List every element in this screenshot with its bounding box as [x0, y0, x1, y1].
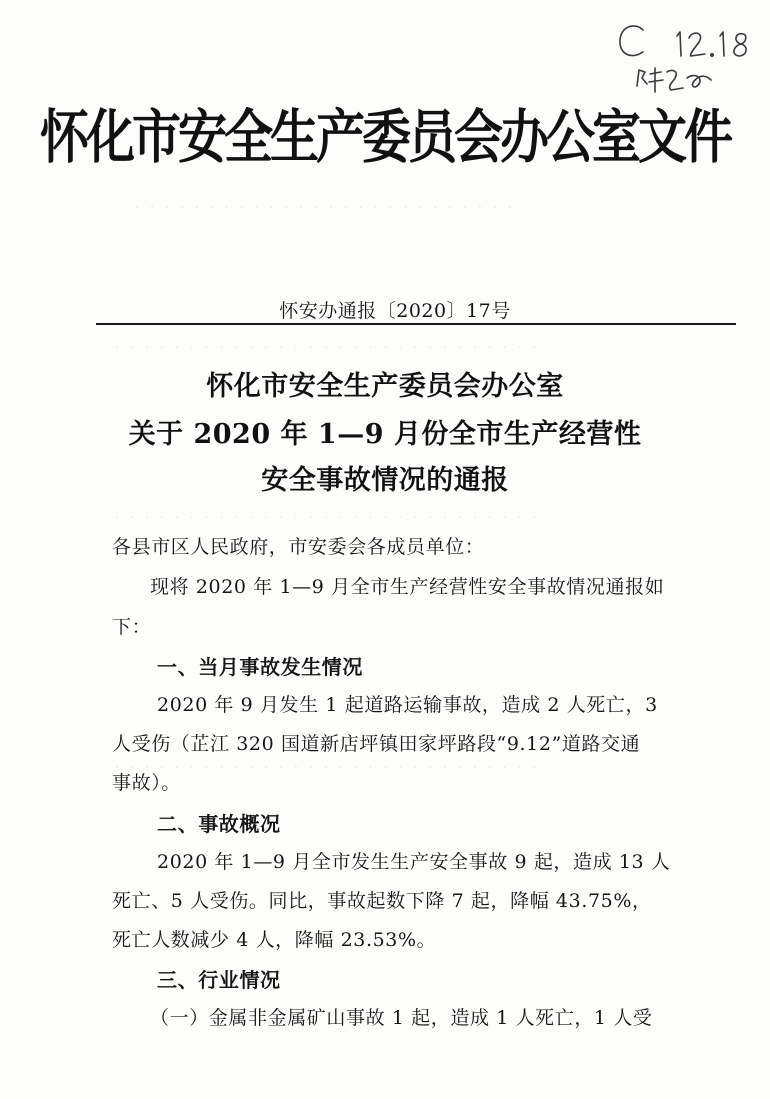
- section-2-heading: 二、事故概况: [157, 812, 281, 836]
- intro-paragraph-line-1: 现将 2020 年 1—9 月全市生产经营性安全事故情况通报如: [150, 576, 665, 598]
- section-2-line-2: 死亡、5 人受伤。同比，事故起数下降 7 起，降幅 43.75%，: [112, 890, 652, 912]
- section-1-heading: 一、当月事故发生情况: [157, 655, 363, 679]
- section-2-line-3: 死亡人数减少 4 人，降幅 23.53%。: [112, 929, 437, 951]
- section-3-line-1: （一）金属非金属矿山事故 1 起，造成 1 人死亡，1 人受: [150, 1007, 653, 1029]
- notice-title-line-1: 怀化市安全生产委员会办公室: [206, 371, 564, 402]
- section-1-line-3: 事故）。: [112, 772, 181, 794]
- bleed-through-text: · · · · · · · · · · · · · · · · · · · · · · · · · · · · ·: [115, 760, 540, 776]
- bleed-through-text: · · · · · · · · · · · · · · · · · · · · · · · · · ·: [135, 200, 515, 216]
- intro-paragraph-line-2: 下：: [112, 616, 152, 638]
- recipients-line: 各县市区人民政府，市安委会各成员单位：: [112, 536, 485, 558]
- document-header-title: 怀化市安全生产委员会办公室文件: [39, 103, 730, 172]
- section-1-line-2: 人受伤（芷江 320 国道新店坪镇田家坪路段“9.12”道路交通: [112, 733, 641, 755]
- header-divider: [96, 323, 736, 325]
- document-number: 怀安办通报〔2020〕17号: [279, 300, 511, 322]
- bleed-through-text: · · · · · · · · · · · · · · · · · · · · · · · · · · · · ·: [115, 510, 540, 526]
- section-1-line-1: 2020 年 9 月发生 1 起道路运输事故，造成 2 人死亡，3: [157, 694, 658, 716]
- notice-title-line-3: 安全事故情况的通报: [261, 465, 509, 496]
- bleed-through-text: · · · · · · · · · · · · · · · · · · · · · · · · · · · · ·: [115, 340, 540, 356]
- section-3-heading: 三、行业情况: [157, 968, 281, 992]
- section-2-line-1: 2020 年 1—9 月全市发生生产安全事故 9 起，造成 13 人: [157, 851, 671, 873]
- notice-title-line-2: 关于 2020 年 1—9 月份全市生产经营性: [128, 419, 642, 450]
